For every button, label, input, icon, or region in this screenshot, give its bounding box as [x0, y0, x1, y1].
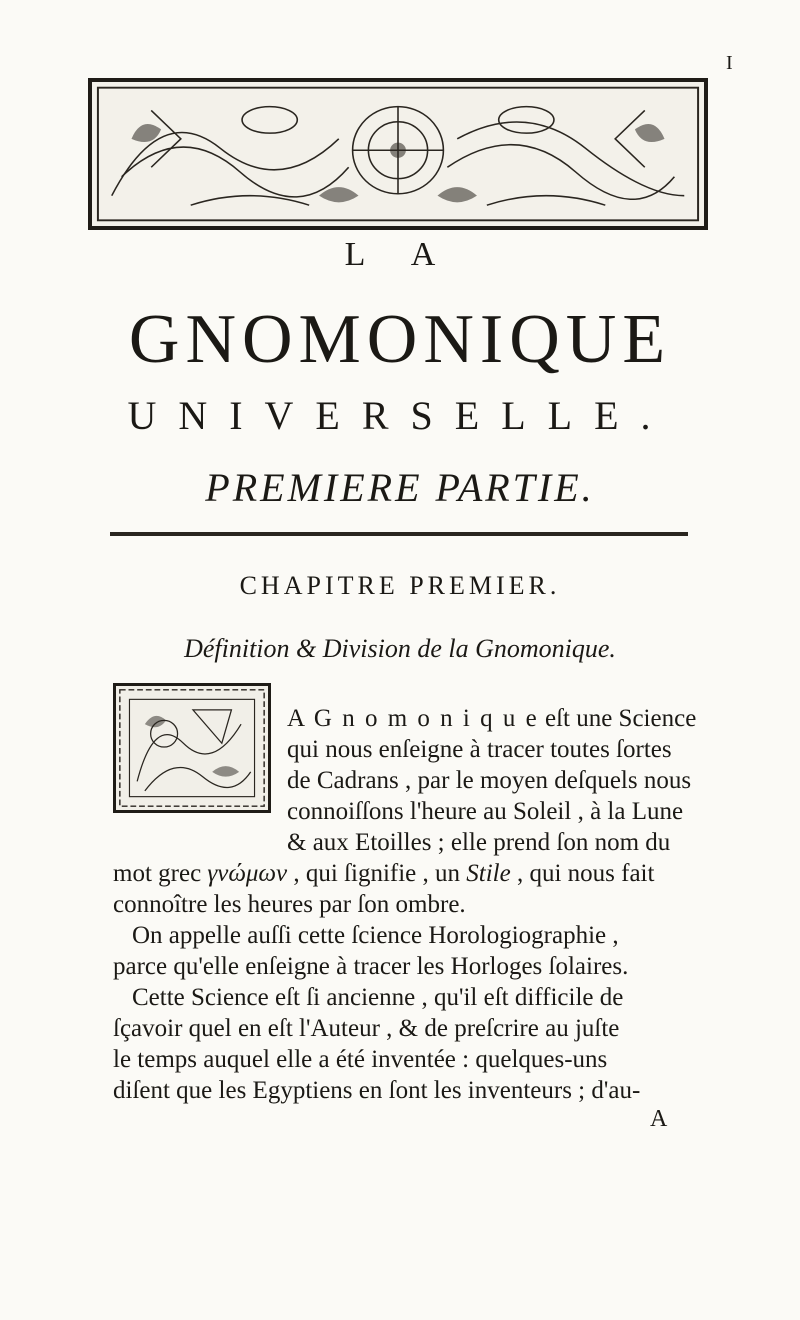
part-heading: PREMIERE PARTIE. — [205, 465, 595, 510]
body-line-11: ſçavoir quel en eſt l'Auteur , & de preſcrire au juſte — [113, 1015, 620, 1042]
body-text: , qui ſignifie , un — [287, 860, 467, 887]
body-line-7: connoître les heures par ſon ombre. — [113, 891, 466, 918]
body-text: eſt une Science — [538, 705, 697, 732]
engraved-headpiece-illustration — [88, 78, 708, 230]
greek-word: γνώμων — [207, 860, 288, 887]
body-line-12: le temps auquel elle a été inventée : quelques-uns — [113, 1046, 608, 1073]
body-line-2: qui nous enſeigne à tracer toutes ſortes — [287, 736, 672, 763]
headpiece-ornament-icon — [92, 82, 704, 226]
body-line-8: On appelle auſſi cette ſcience Horologiographie , — [132, 922, 619, 949]
decorated-initial — [113, 683, 271, 813]
italic-term: Stile — [466, 860, 511, 887]
body-line-9: parce qu'elle enſeigne à tracer les Horloges ſolaires. — [113, 953, 629, 980]
paragraph-opening-words: A G n o m o n i q u e — [287, 705, 539, 732]
catchword: A — [650, 1106, 668, 1132]
body-line-3: de Cadrans , par le moyen deſquels nous — [287, 767, 692, 794]
decorated-initial-ornament-icon — [116, 686, 268, 810]
body-line-1 — [287, 706, 696, 731]
body-line-13: diſent que les Egyptiens en ſont les inventeurs ; d'au- — [113, 1077, 641, 1104]
body-line-4: connoiſſons l'heure au Soleil , à la Lune — [287, 798, 684, 825]
section-title: Définition & Division de la Gnomonique. — [184, 634, 616, 663]
title-article: L A — [344, 236, 456, 273]
divider-rule — [110, 532, 688, 536]
book-subtitle: UNIVERSELLE. — [127, 393, 673, 438]
page-number: I — [726, 52, 733, 74]
body-text: mot grec — [113, 860, 208, 887]
body-text: , qui nous fait — [510, 860, 655, 887]
body-line-5: & aux Etoilles ; elle prend ſon nom du — [287, 829, 671, 856]
body-line-6 — [113, 861, 654, 886]
chapter-heading: CHAPITRE PREMIER. — [239, 571, 561, 600]
body-line-10: Cette Science eſt ſi ancienne , qu'il eſt difficile de — [132, 984, 624, 1011]
book-title: GNOMONIQUE — [128, 301, 672, 378]
